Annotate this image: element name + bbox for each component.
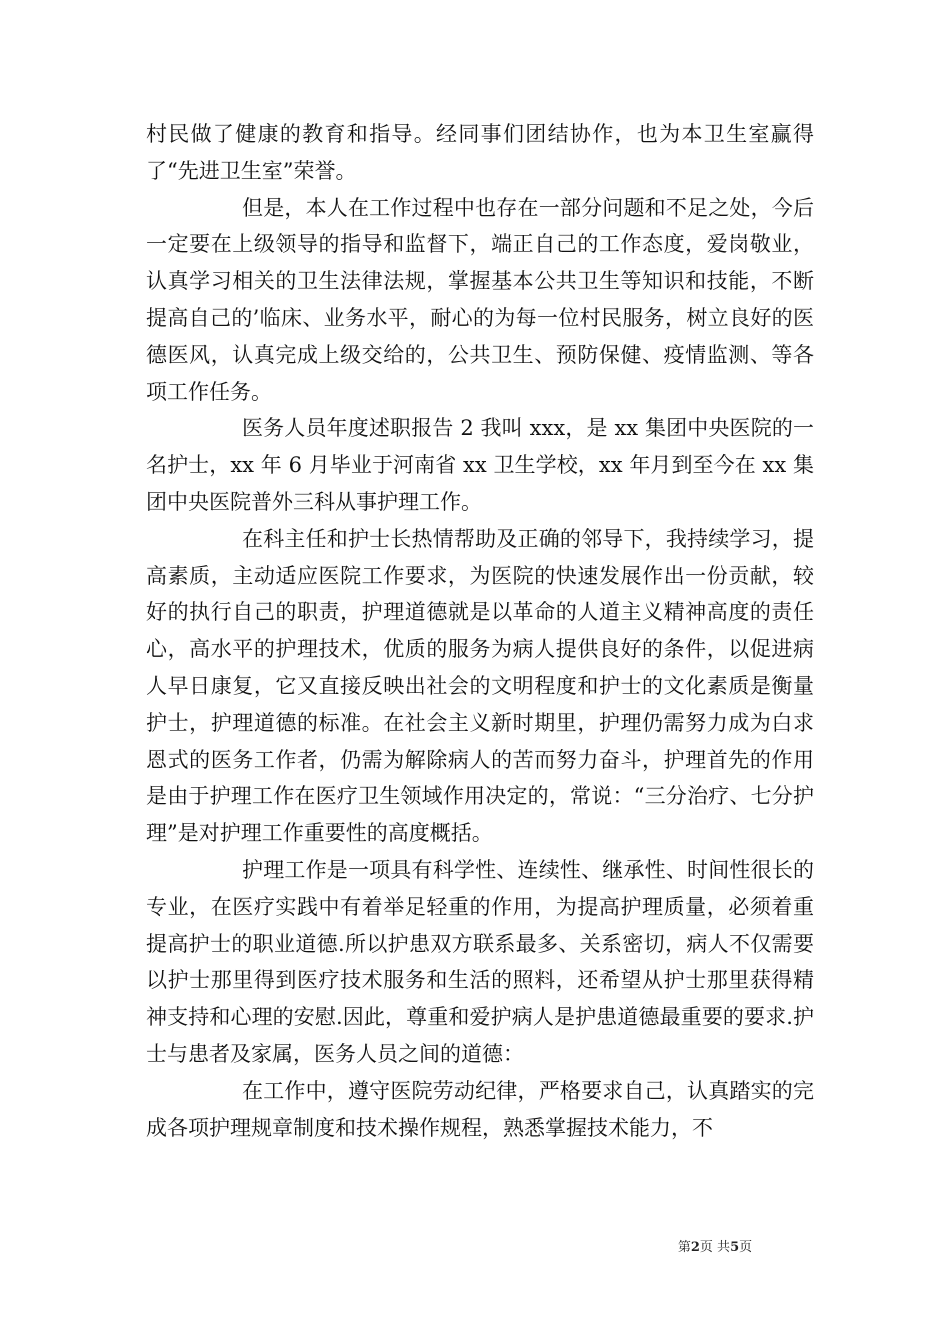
paragraph-continuation: 村民做了健康的教育和指导。经同事们团结协作，也为本卫生室赢得了“先进卫生室”荣誉。: [146, 122, 814, 183]
paragraph-report-intro: 医务人员年度述职报告 2 我叫 xxx，是 xx 集团中央医院的一名护士，xx 年 6 月毕业于河南省 xx 卫生学校，xx 年月到至今在 xx 集团中央医院普外三科从事护理工作。: [146, 416, 814, 514]
footer-current-page: 2: [690, 1240, 700, 1255]
paragraph-work-discipline: 在工作中，遵守医院劳动纪律，严格要求自己，认真踏实的完成各项护理规章制度和技术操作规程，熟悉掌握技术能力，不: [146, 1078, 814, 1140]
page-footer: [0, 1236, 950, 1255]
footer-prefix: 第: [677, 1240, 691, 1255]
footer-total-pages: 5: [730, 1240, 740, 1255]
paragraph-shortcomings: 但是，本人在工作过程中也存在一部分问题和不足之处，今后一定要在上级领导的指导和监督下，端正自己的工作态度，爱岗敬业，认真学习相关的卫生法律法规，掌握基本公共卫生等知识和技能，不断提高自己的’临床、业务水平，耐心的为每一位村民服务，树立良好的医德医风，认真完成上级交给的，公共卫生、预防保健、疫情监测、等各项工作任务。: [146, 195, 814, 404]
footer-middle: 页 共: [699, 1240, 731, 1255]
paragraph-nursing-profession: 护理工作是一项具有科学性、连续性、继承性、时间性很长的专业，在医疗实践中有着举足轻重的作用，为提高护理质量，必须着重提高护士的职业道德.所以护患双方联系最多、关系密切，病人不仅需要以护士那里得到医疗技术服务和生活的照料，还希望从护士那里获得精神支持和心理的安慰.因此，尊重和爱护病人是护患道德最重要的要求.护士与患者及家属，医务人员之间的道德：: [146, 857, 814, 1066]
document-body: [146, 116, 814, 1146]
paragraph-nursing-ethics: 在科主任和护士长热情帮助及正确的邻导下，我持续学习，提高素质，主动适应医院工作要求，为医院的快速发展作出一份贡献，较好的执行自己的职责，护理道德就是以革命的人道主义精神高度的责任心，高水平的护理技术，优质的服务为病人提供良好的条件，以促进病人早日康复，它又直接反映出社会的文明程度和护士的文化素质是衡量护士，护理道德的标准。在社会主义新时期里，护理仍需努力成为白求恩式的医务工作者，仍需为解除病人的苦而努力奋斗，护理首先的作用是由于护理工作在医疗卫生领域作用决定的，常说：“三分治疗、七分护理”是对护理工作重要性的高度概括。: [146, 526, 814, 846]
footer-suffix: 页: [739, 1240, 753, 1255]
